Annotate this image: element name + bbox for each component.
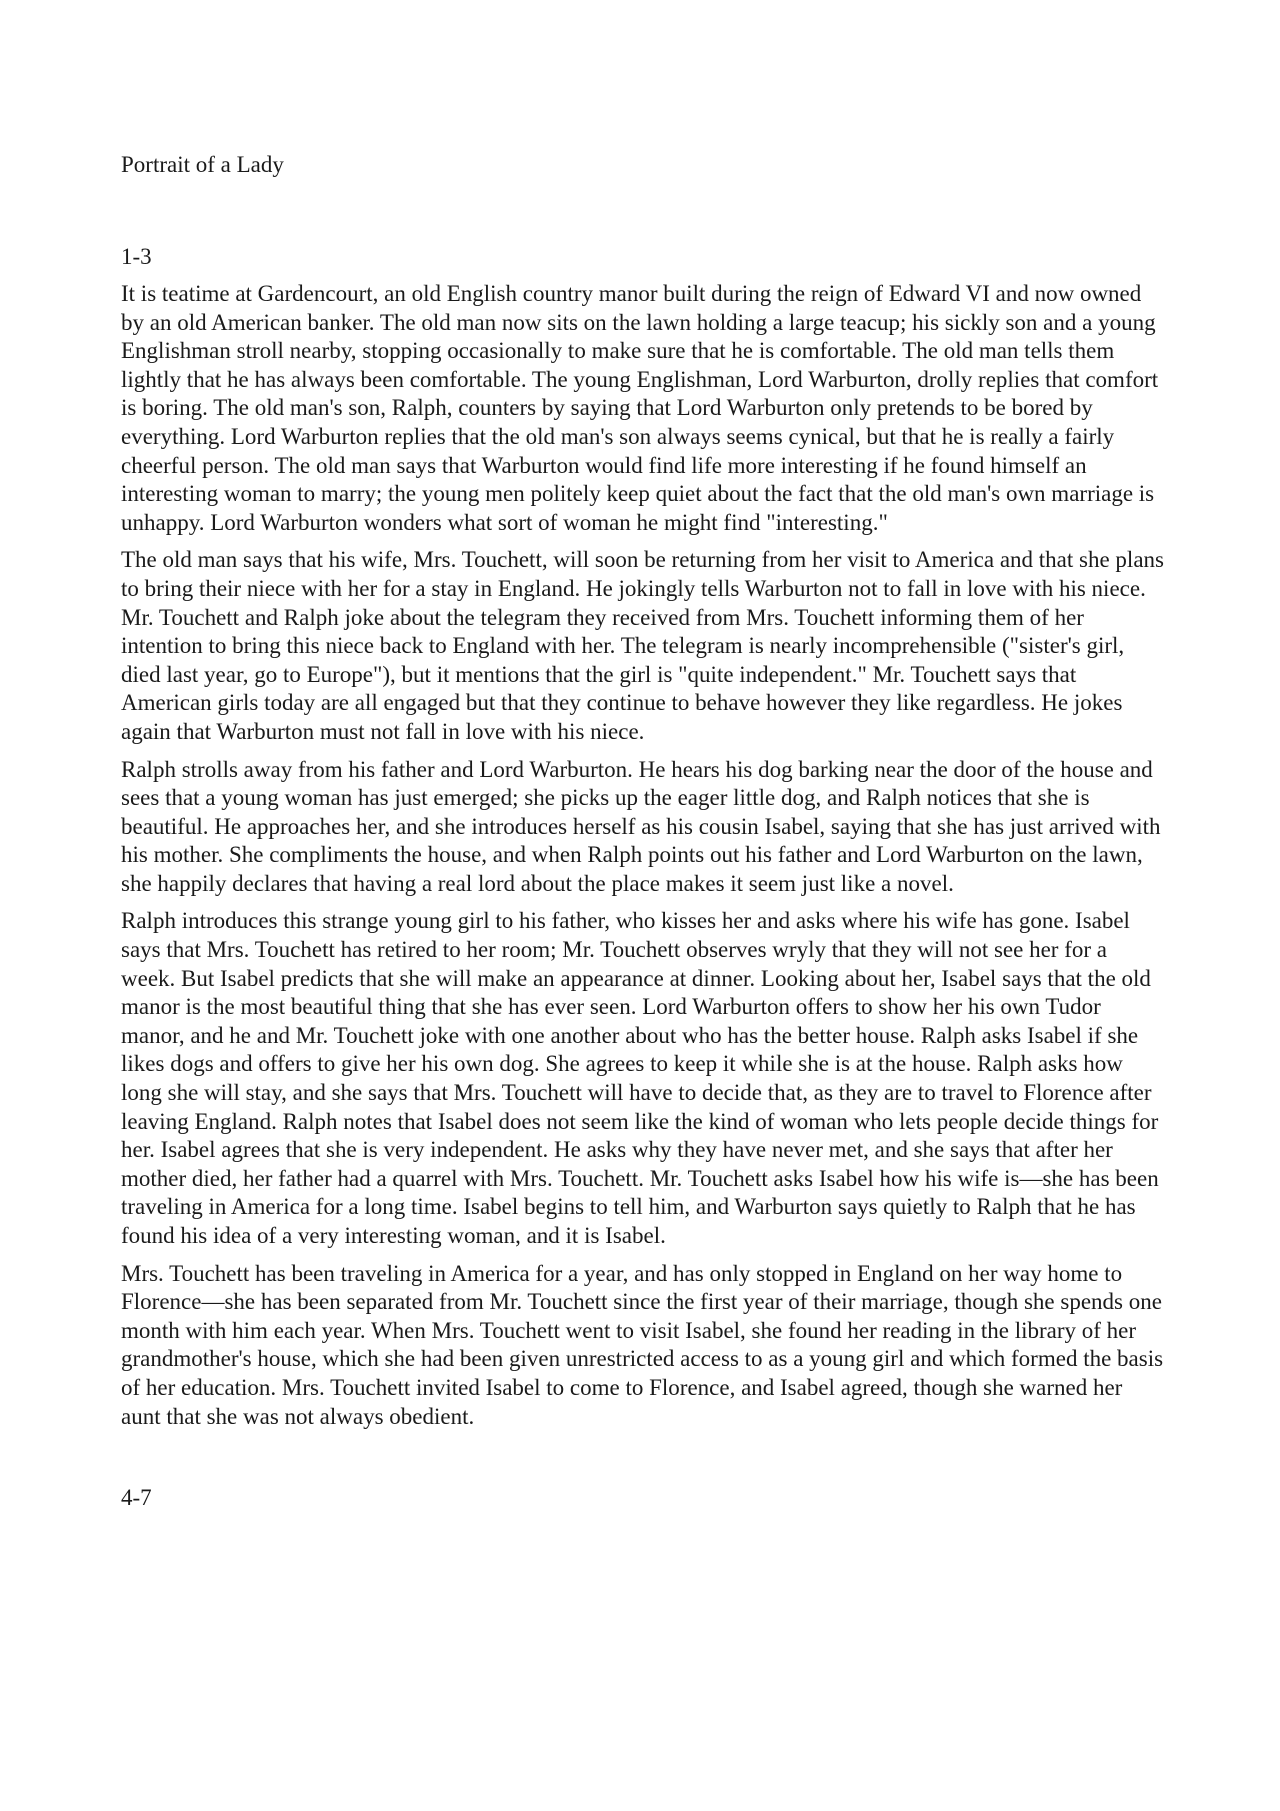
paragraph: Mrs. Touchett has been traveling in America for a year, and has only stopped in England on her way home to Florence—she has been separated from Mr. Touchett since the first year of their marriage, though she spends one month with him each year. When Mrs. Touchett went to visit Isabel, she found her reading in the library of her grandmother's house, which she had been given unrestricted access to as a young girl and which formed the basis of her education. Mrs. Touchett invited Isabel to come to Florence, and Isabel agreed, though she warned her aunt that she was not always obedient. — [121, 1260, 1164, 1429]
paragraph: Ralph introduces this strange young girl to his father, who kisses her and asks where his wife has gone. Isabel says that Mrs. Touchett has retired to her room; Mr. Touchett observes wryly that they will not see her for a week. But Isabel predicts that she will make an appearance at dinner. Looking about her, Isabel says that the old manor is the most beautiful thing that she has ever seen. Lord Warburton offers to show her his own Tudor manor, and he and Mr. Touchett joke with one another about who has the better house. Ralph asks Isabel if she likes dogs and offers to give her his own dog. She agrees to keep it while she is at the house. Ralph asks how long she will stay, and she says that Mrs. Touchett will have to decide that, as they are to travel to Florence after leaving England. Ralph notes that Isabel does not seem like the kind of woman who lets people decide things for her. Isabel agrees that she is very independent. He asks why they have never met, and she says that after her mother died, her father had a quarrel with Mrs. Touchett. Mr. Touchett asks Isabel how his wife is—she has been traveling in America for a long time. Isabel begins to tell him, and Warburton says quietly to Ralph that he has found his idea of a very interesting woman, and it is Isabel. — [121, 908, 1159, 1248]
paragraph: Ralph strolls away from his father and Lord Warburton. He hears his dog barking near the door of the house and sees that a young woman has just emerged; she picks up the eager little dog, and Ralph notices that she is beautiful. He approaches her, and she introduces herself as his cousin Isabel, saying that she has just arrived with his mother. She compliments the house, and when Ralph points out his father and Lord Warburton on the lawn, she happily declares that having a real lord about the place makes it seem just like a novel. — [121, 756, 1161, 896]
document-title: Portrait of a Lady — [121, 152, 284, 177]
paragraph: It is teatime at Gardencourt, an old English country manor built during the reign of Edward VI and now owned by an old American banker. The old man now sits on the lawn holding a large teacup; his sickly son and a young Englishman stroll nearby, stopping occasionally to make sure that he is comfortable. The old man tells them lightly that he has always been comfortable. The young Englishman, Lord Warburton, drolly replies that comfort is boring. The old man's son, Ralph, counters by saying that Lord Warburton only pretends to be bored by everything. Lord Warburton replies that the old man's son always seems cynical, but that he is really a fairly cheerful person. The old man says that Warburton would find life more interesting if he found himself an interesting woman to marry; the young men politely keep quiet about the fact that the old man's own marriage is unhappy. Lord Warburton wonders what sort of woman he might find "interesting." — [121, 281, 1159, 535]
section-heading: 4-7 — [121, 1485, 152, 1511]
document-page — [121, 150, 1166, 1565]
section-1-3 — [121, 242, 1166, 1431]
paragraph: The old man says that his wife, Mrs. Touchett, will soon be returning from her visit to America and that she plans to bring their niece with her for a stay in England. He jokingly tells Warburton not to fall in love with his niece. Mr. Touchett and Ralph joke about the telegram they received from Mrs. Touchett informing them of her intention to bring this niece back to England with her. The telegram is nearly incomprehensible ("sister's girl, died last year, go to Europe"), but it mentions that the girl is "quite independent." Mr. Touchett says that American girls today are all engaged but that they continue to behave however they like regardless. He jokes again that Warburton must not fall in love with his niece. — [121, 547, 1164, 744]
section-heading: 1-3 — [121, 244, 152, 269]
section-4-7 — [121, 1483, 1166, 1513]
